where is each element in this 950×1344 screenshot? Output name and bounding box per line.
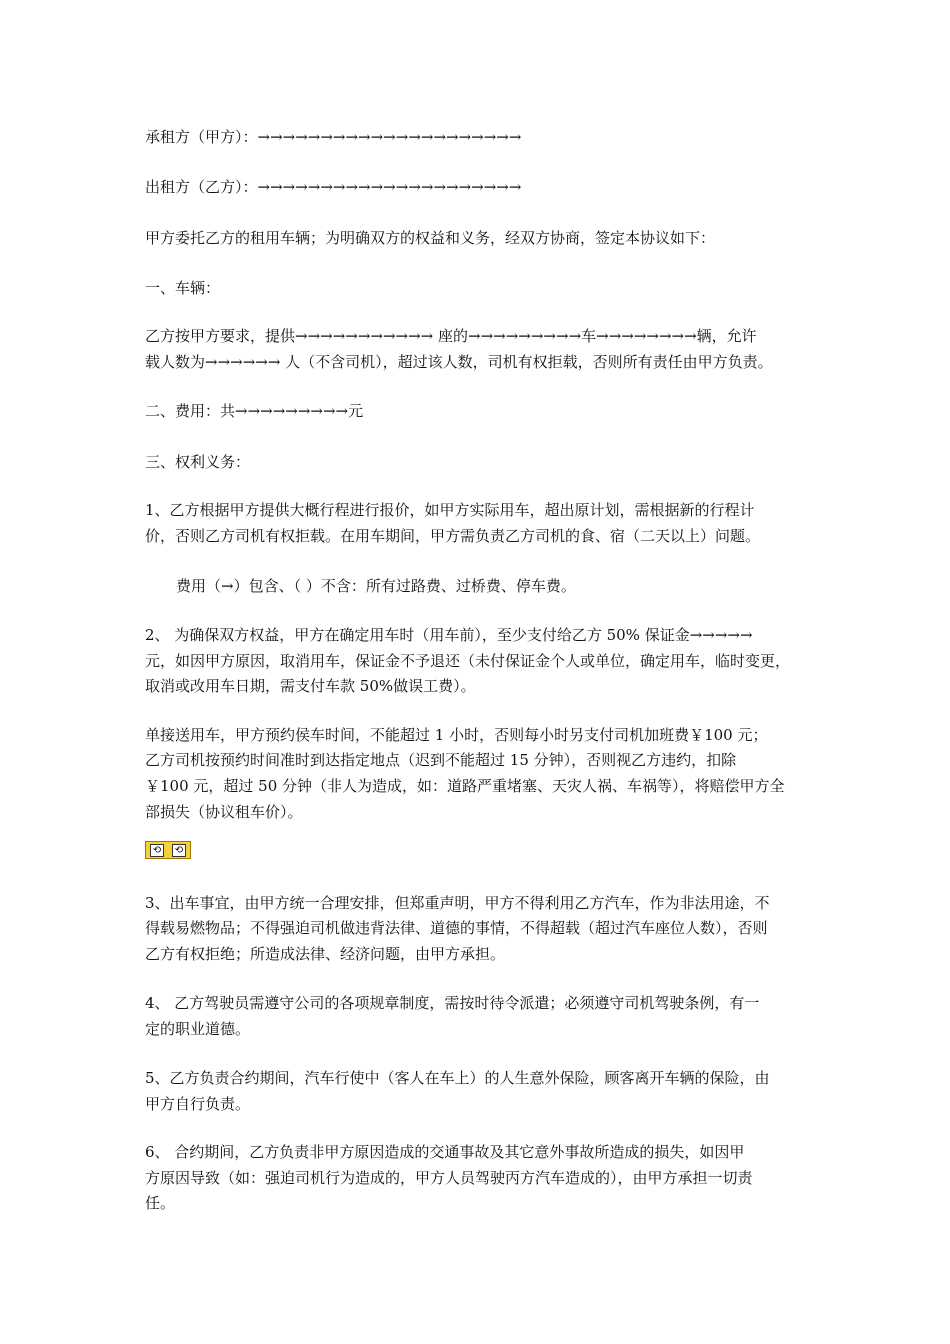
- clause-3-line-1: 3、出车事宜，由甲方统一合理安排，但郑重声明，甲方不得利用乙方汽车，作为非法用途，不: [145, 894, 770, 912]
- clause-2-line-1: 2、 为确保双方权益，甲方在确定用车时（用车前），至少支付给乙方 50% 保证金→→→→→: [145, 626, 753, 644]
- clipart-icon: [145, 841, 191, 859]
- clause-3-line-2: 得载易燃物品；不得强迫司机做违背法律、道德的事情，不得超载（超过汽车座位人数），否则: [145, 919, 768, 937]
- clause-6-line-1: 6、 合约期间，乙方负责非甲方原因造成的交通事故及其它意外事故所造成的损失，如因甲: [145, 1143, 745, 1161]
- section-rights-heading: 三、权利义务：: [145, 453, 251, 471]
- clause-2-line-3: 取消或改用车日期，需支付车款 50%做误工费）。: [145, 677, 476, 695]
- clause-6-line-2: 方原因导致（如：强迫司机行为造成的，甲方人员驾驶丙方汽车造成的），由甲方承担一切责: [145, 1169, 753, 1187]
- vehicle-line-1: 乙方按甲方要求，提供→→→→→→→→→→→ 座的→→→→→→→→→车→→→→→→→→辆，允许: [145, 327, 757, 345]
- lessor-line: 出租方（乙方）：→→→→→→→→→→→→→→→→→→→→→: [145, 178, 522, 196]
- clause-6-line-3: 任。: [145, 1194, 176, 1212]
- clause-2-line-2: 元，如因甲方原因，取消用车，保证金不予退还（未付保证金个人或单位，确定用车，临时变更，: [145, 652, 791, 670]
- pickup-line-4: 部损失（协议租车价）。: [145, 803, 303, 821]
- pickup-line-3: ￥100 元，超过 50 分钟（非人为造成，如：道路严重堵塞、天灾人祸、车祸等），将赔偿甲方全: [145, 777, 785, 795]
- clause-5-line-2: 甲方自行负责。: [145, 1095, 251, 1113]
- clause-5-line-1: 5、乙方负责合约期间，汽车行使中（客人在车上）的人生意外保险，顾客离开车辆的保险，由: [145, 1069, 770, 1087]
- clause-4-line-1: 4、 乙方驾驶员需遵守公司的各项规章制度，需按时待令派遣；必须遵守司机驾驶条例，有一: [145, 994, 760, 1012]
- clipart-glyph-icon: ⟲: [172, 844, 186, 857]
- intro-paragraph: 甲方委托乙方的租用车辆；为明确双方的权益和义务，经双方协商，签定本协议如下：: [145, 229, 716, 247]
- section-fee-heading: 二、费用：共→→→→→→→→→元: [145, 402, 364, 420]
- clause-4-line-2: 定的职业道德。: [145, 1020, 251, 1038]
- clause-1-line-2: 价，否则乙方司机有权拒载。在用车期间，甲方需负责乙方司机的食、宿（二天以上）问题。: [145, 527, 761, 545]
- clause-1-line-1: 1、乙方根据甲方提供大概行程进行报价，如甲方实际用车，超出原计划，需根据新的行程计: [145, 501, 755, 519]
- pickup-line-1: 单接送用车，甲方预约侯车时间，不能超过 1 小时，否则每小时另支付司机加班费￥100 元；: [145, 726, 768, 744]
- fee-includes-line: 费用（→）包含、（ ）不含：所有过路费、过桥费、停车费。: [176, 577, 576, 595]
- vehicle-line-2: 载人数为→→→→→→ 人（不含司机），超过该人数，司机有权拒载，否则所有责任由甲方负责。: [145, 353, 773, 371]
- clipart-glyph-icon: ⟲: [150, 844, 164, 857]
- clause-3-line-3: 乙方有权拒绝；所造成法律、经济问题，由甲方承担。: [145, 945, 506, 963]
- pickup-line-2: 乙方司机按预约时间准时到达指定地点（迟到不能超过 15 分钟），否则视乙方违约，扣除: [145, 751, 737, 769]
- lessee-line: 承租方（甲方）：→→→→→→→→→→→→→→→→→→→→→: [145, 128, 522, 146]
- section-vehicle-heading: 一、车辆：: [145, 279, 221, 297]
